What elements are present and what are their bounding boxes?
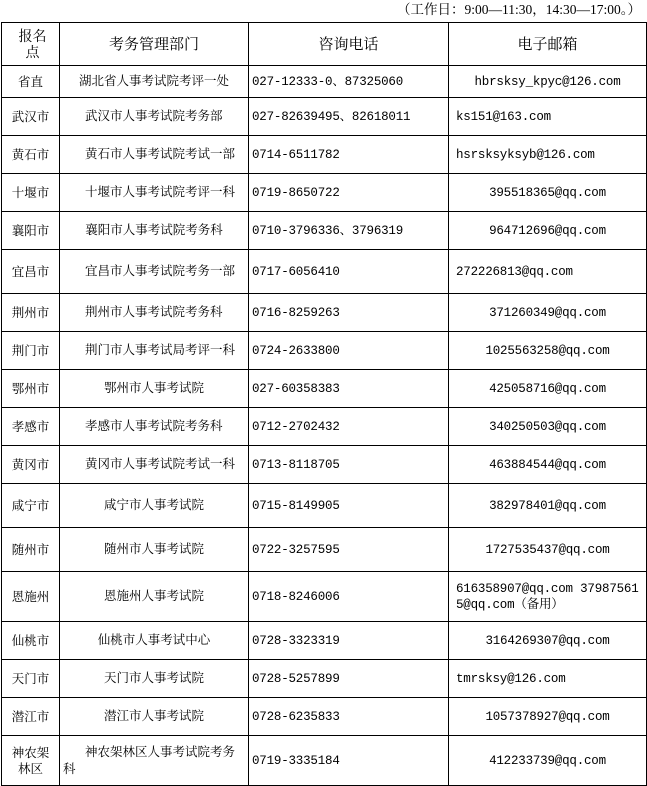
cell-site: 荆州市 [2,294,60,332]
cell-site: 黄冈市 [2,446,60,484]
cell-site: 十堰市 [2,174,60,212]
cell-phone: 0713-8118705 [249,446,449,484]
table-header-row [2,23,647,66]
column-header-phone: 咨询电话 [249,23,449,66]
cell-phone: 027-60358383 [249,370,449,408]
cell-department: 武汉市人事考试院考务部 [60,98,249,136]
table-row [2,660,647,698]
cell-site: 仙桃市 [2,622,60,660]
cell-email: 3164269307@qq.com [449,622,647,660]
table-row [2,698,647,736]
cell-email: hsrsksyksyb@126.com [449,136,647,174]
cell-department: 孝感市人事考试院考务科 [60,408,249,446]
cell-department: 湖北省人事考试院考评一处 [60,66,249,98]
cell-email: 425058716@qq.com [449,370,647,408]
cell-site: 宜昌市 [2,250,60,294]
office-hours-note: （工作日：9:00—11:30，14:30—17:00。） [396,2,641,17]
table-row [2,572,647,622]
table-row [2,250,647,294]
table-row [2,332,647,370]
contact-table [1,22,647,786]
cell-site: 省直 [2,66,60,98]
cell-department: 黄石市人事考试院考试一部 [60,136,249,174]
table-header [2,23,647,66]
cell-phone: 0728-3323319 [249,622,449,660]
cell-department: 仙桃市人事考试中心 [60,622,249,660]
table-row [2,370,647,408]
cell-phone: 0724-2633800 [249,332,449,370]
cell-phone: 0728-6235833 [249,698,449,736]
cell-phone: 0719-3335184 [249,736,449,786]
cell-site: 随州市 [2,528,60,572]
cell-site: 荆门市 [2,332,60,370]
cell-email: 964712696@qq.com [449,212,647,250]
cell-department: 荆门市人事考试局考评一科 [60,332,249,370]
cell-site: 黄石市 [2,136,60,174]
cell-department: 黄冈市人事考试院考试一科 [60,446,249,484]
cell-department: 神农架林区人事考试院考务科 [60,736,249,786]
cell-site: 天门市 [2,660,60,698]
cell-phone: 0716-8259263 [249,294,449,332]
cell-department: 荆州市人事考试院考务科 [60,294,249,332]
cell-site: 恩施州 [2,572,60,622]
table-row [2,212,647,250]
cell-site: 神农架林区 [2,736,60,786]
table-row [2,446,647,484]
cell-email: 1057378927@qq.com [449,698,647,736]
table-row [2,736,647,786]
table-row [2,98,647,136]
cell-department: 鄂州市人事考试院 [60,370,249,408]
cell-phone: 0714-6511782 [249,136,449,174]
cell-department: 宜昌市人事考试院考务一部 [60,250,249,294]
cell-phone: 0717-6056410 [249,250,449,294]
table-row [2,528,647,572]
cell-email: 616358907@qq.com 379875615@qq.com（备用） [449,572,647,622]
table-row [2,294,647,332]
cell-email: 1025563258@qq.com [449,332,647,370]
table-row [2,174,647,212]
cell-site: 鄂州市 [2,370,60,408]
cell-email: 1727535437@qq.com [449,528,647,572]
cell-site: 孝感市 [2,408,60,446]
column-header-site: 报名点 [2,23,60,66]
cell-phone: 027-82639495、82618011 [249,98,449,136]
cell-phone: 0712-2702432 [249,408,449,446]
cell-phone: 0722-3257595 [249,528,449,572]
cell-email: 382978401@qq.com [449,484,647,528]
table-row [2,622,647,660]
cell-email: 371260349@qq.com [449,294,647,332]
cell-phone: 027-12333-0、87325060 [249,66,449,98]
cell-phone: 0719-8650722 [249,174,449,212]
cell-email: hbrsksy_kpyc@126.com [449,66,647,98]
cell-site: 咸宁市 [2,484,60,528]
table-row [2,408,647,446]
cell-email: 340250503@qq.com [449,408,647,446]
table-row [2,66,647,98]
cell-site: 襄阳市 [2,212,60,250]
cell-department: 随州市人事考试院 [60,528,249,572]
cell-department: 天门市人事考试院 [60,660,249,698]
cell-email: tmrsksy@126.com [449,660,647,698]
cell-phone: 0710-3796336、3796319 [249,212,449,250]
cell-department: 十堰市人事考试院考评一科 [60,174,249,212]
table-body [2,66,647,786]
cell-email: 272226813@qq.com [449,250,647,294]
table-row [2,484,647,528]
cell-phone: 0715-8149905 [249,484,449,528]
cell-email: 463884544@qq.com [449,446,647,484]
cell-phone: 0718-8246006 [249,572,449,622]
cell-department: 咸宁市人事考试院 [60,484,249,528]
cell-department: 潜江市人事考试院 [60,698,249,736]
cell-site: 潜江市 [2,698,60,736]
column-header-email: 电子邮箱 [449,23,647,66]
cell-department: 襄阳市人事考试院考务科 [60,212,249,250]
cell-phone: 0728-5257899 [249,660,449,698]
column-header-department: 考务管理部门 [60,23,249,66]
cell-site: 武汉市 [2,98,60,136]
cell-email: 395518365@qq.com [449,174,647,212]
cell-email: 412233739@qq.com [449,736,647,786]
cell-email: ks151@163.com [449,98,647,136]
cell-department: 恩施州人事考试院 [60,572,249,622]
table-row [2,136,647,174]
